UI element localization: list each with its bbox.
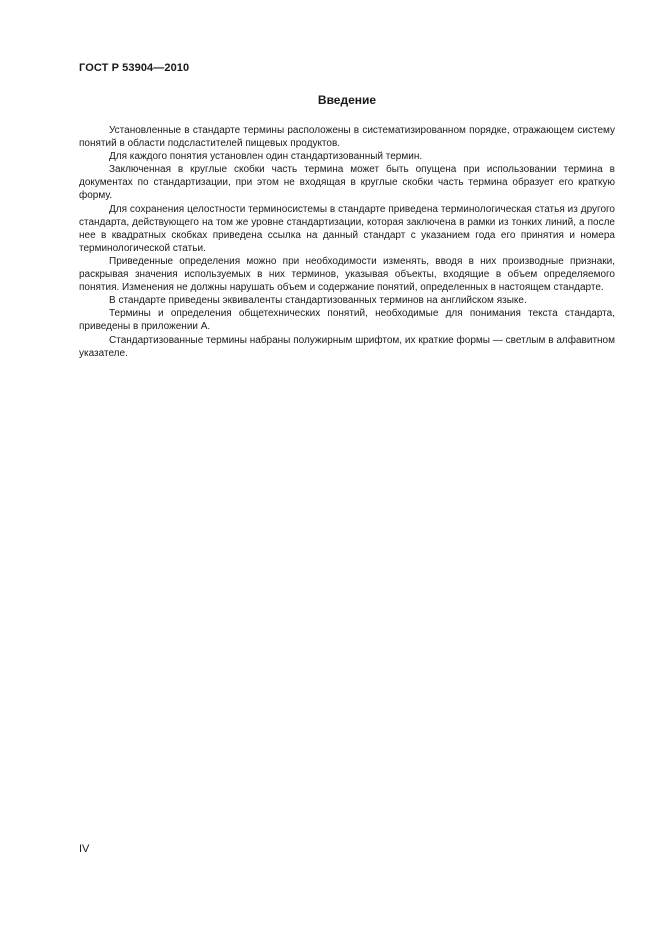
paragraph: Приведенные определения можно при необходимости изменять, вводя в них производные признаки, раскрывая значения используемых в них терминов, указывая объекты, входящие в объем определяемого понятия. Изменения не должны нарушать объем и содержание понятий, определенных в настоящем стандарте. — [79, 255, 615, 294]
section-title: Введение — [317, 93, 377, 107]
paragraph: Для каждого понятия установлен один стандартизованный термин. — [109, 151, 423, 163]
paragraph: Стандартизованные термины набраны полужирным шрифтом, их краткие формы — светлым в алфавитном указателе. — [79, 334, 615, 359]
paragraph: Для сохранения целостности терминосистемы в стандарте приведена терминологическая статья из другого стандарта, действующего на том же уровне стандартизации, которая заключена в рамки из тонких линий, а после нее в квадратных скобках приведена ссылка на данный стандарт с указанием года его принятия и номера терминологической статьи. — [79, 203, 615, 254]
document-header: ГОСТ Р 53904—2010 — [79, 62, 190, 74]
paragraph: Термины и определения общетехнических понятий, необходимые для понимания текста стандарта, приведены в приложении А. — [79, 308, 615, 333]
paragraph: Заключенная в круглые скобки часть термина может быть опущена при использовании термина в документах по стандартизации, при этом не входящая в круглые скобки часть термина образует его краткую форму. — [79, 164, 615, 202]
page-number: IV — [79, 843, 90, 855]
body-text — [79, 124, 615, 360]
paragraph: В стандарте приведены эквиваленты стандартизованных терминов на английском языке. — [109, 295, 527, 307]
paragraph: Установленные в стандарте термины расположены в систематизированном порядке, отражающем систему понятий в области подсластителей пищевых продуктов. — [79, 125, 615, 150]
